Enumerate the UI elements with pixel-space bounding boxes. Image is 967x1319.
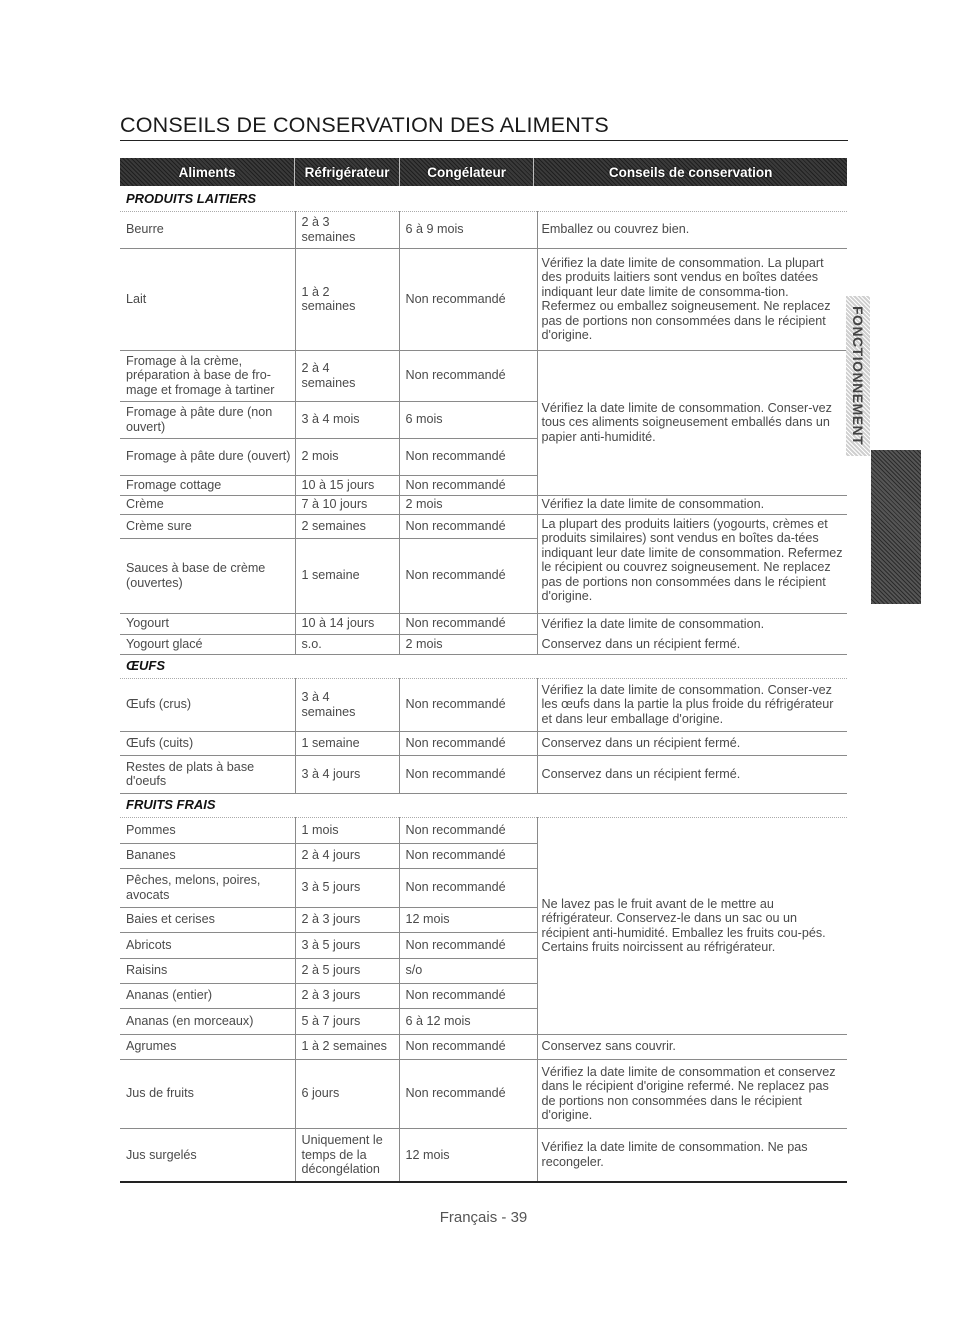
storage-advice: Conservez dans un récipient fermé. [537, 755, 847, 793]
table-row [120, 350, 847, 401]
header-conseils: Conseils de conservation [608, 164, 773, 180]
table-row [120, 731, 847, 755]
freezer-duration: s/o [399, 958, 537, 983]
fridge-duration: 6 jours [295, 1059, 399, 1128]
table-row [120, 755, 847, 793]
storage-advice: Vérifiez la date limite de consommation. [537, 495, 847, 514]
freezer-duration: Non recommandé [399, 475, 537, 495]
fridge-duration: 1 mois [295, 817, 399, 843]
fridge-duration: 2 à 3 jours [295, 907, 399, 932]
food-name: Yogourt glacé [120, 634, 295, 654]
storage-advice: Conservez dans un récipient fermé. [537, 731, 847, 755]
food-name: Ananas (en morceaux) [120, 1008, 295, 1034]
food-name: Bananes [120, 843, 295, 868]
food-name: Pêches, melons, poires, avocats [120, 868, 295, 907]
fridge-duration: Uniquement le temps de la décongélation [295, 1128, 399, 1182]
table-row [120, 1034, 847, 1059]
table-row [120, 495, 847, 514]
side-tab-fonctionnement [846, 296, 870, 456]
fridge-duration: 3 à 5 jours [295, 932, 399, 958]
storage-advice: Ne lavez pas le fruit avant de le mettre au réfrigérateur. Conservez-le dans un sac ou un récipient anti-humidité. Emballez les fruits cou-pés. Certains fruits noircissent au réfrigérateur. [537, 817, 847, 1034]
freezer-duration: Non recommandé [399, 538, 537, 613]
food-name: Fromage à pâte dure (non ouvert) [120, 401, 295, 438]
food-name: Fromage à la crème, préparation à base de fro-mage et fromage à tartiner [120, 350, 295, 401]
freezer-duration: Non recommandé [399, 868, 537, 907]
header-congelateur: Congélateur [400, 158, 534, 186]
page-title: CONSEILS DE CONSERVATION DES ALIMENTS [120, 113, 848, 141]
freezer-duration: Non recommandé [399, 932, 537, 958]
food-name: Restes de plats à base d'oeufs [120, 755, 295, 793]
fridge-duration: 1 semaine [295, 538, 399, 613]
food-name: Pommes [120, 817, 295, 843]
storage-advice: Vérifiez la date limite de consommation et conservez dans le récipient d'origine refermé. Ne replacez pas de portions non consommées dans le récipient d'origine. [537, 1059, 847, 1128]
food-name: Agrumes [120, 1034, 295, 1059]
fridge-duration: 2 semaines [295, 514, 399, 538]
food-name: Œufs (crus) [120, 678, 295, 731]
table-row [120, 248, 847, 350]
freezer-duration: 6 à 12 mois [399, 1008, 537, 1034]
freezer-duration: Non recommandé [399, 983, 537, 1008]
food-name: Jus de fruits [120, 1059, 295, 1128]
freezer-duration: Non recommandé [399, 731, 537, 755]
storage-advice: Conservez sans couvrir. [537, 1034, 847, 1059]
header-refrigerateur: Réfrigérateur [295, 158, 400, 186]
freezer-duration: Non recommandé [399, 248, 537, 350]
section-oeufs: ŒUFS [120, 654, 847, 678]
food-name: Œufs (cuits) [120, 731, 295, 755]
freezer-duration: Non recommandé [399, 1059, 537, 1128]
storage-table [120, 187, 847, 1183]
freezer-duration: 12 mois [399, 1128, 537, 1182]
table-row [120, 211, 847, 248]
food-name: Raisins [120, 958, 295, 983]
freezer-duration: Non recommandé [399, 514, 537, 538]
fridge-duration: 1 à 2 semaines [295, 248, 399, 350]
storage-advice: Vérifiez la date limite de consommation. Ne pas recongeler. [537, 1128, 847, 1182]
freezer-duration: Non recommandé [399, 613, 537, 634]
page-footer: Français - 39 [439, 1209, 528, 1226]
storage-advice: Vérifiez la date limite de consommation. [537, 613, 847, 634]
fridge-duration: 3 à 4 mois [295, 401, 399, 438]
fridge-duration: 2 mois [295, 438, 399, 475]
table-row [120, 817, 847, 843]
fridge-duration: 7 à 10 jours [295, 495, 399, 514]
side-tab-label: FONCTIONNEMENT [850, 306, 866, 446]
fridge-duration: 2 à 5 jours [295, 958, 399, 983]
freezer-duration: Non recommandé [399, 438, 537, 475]
fridge-duration: 5 à 7 jours [295, 1008, 399, 1034]
storage-advice: La plupart des produits laitiers (yogourts, crèmes et produits similaires) sont vendus en boîtes da-tées indiquant leur date limite de consommation. Refermez le récipient ou couvrez soigneusement. Ne replacez pas de portions non consommées dans le récipient d'origine. [537, 514, 847, 613]
fridge-duration: 2 à 3 jours [295, 983, 399, 1008]
freezer-duration: Non recommandé [399, 817, 537, 843]
storage-advice: Vérifiez la date limite de consommation. Conser-vez tous ces aliments soigneusement emballés dans un papier anti-humidité. [537, 350, 847, 495]
fridge-duration: 2 à 3 semaines [295, 211, 399, 248]
freezer-duration: Non recommandé [399, 1034, 537, 1059]
food-name: Crème [120, 495, 295, 514]
food-name: Beurre [120, 211, 295, 248]
section-produits-laitiers: PRODUITS LAITIERS [120, 187, 847, 211]
header-aliments: Aliments [120, 158, 295, 186]
freezer-duration: 6 à 9 mois [399, 211, 537, 248]
table-header [120, 158, 847, 186]
section-fruits-frais: FRUITS FRAIS [120, 793, 847, 817]
table-row [120, 1128, 847, 1182]
table-row [120, 613, 847, 634]
freezer-duration: Non recommandé [399, 755, 537, 793]
fridge-duration: 10 à 15 jours [295, 475, 399, 495]
fridge-duration: 10 à 14 jours [295, 613, 399, 634]
food-name: Fromage cottage [120, 475, 295, 495]
food-name: Sauces à base de crème (ouvertes) [120, 538, 295, 613]
freezer-duration: 12 mois [399, 907, 537, 932]
freezer-duration: Non recommandé [399, 678, 537, 731]
freezer-duration: Non recommandé [399, 350, 537, 401]
food-name: Abricots [120, 932, 295, 958]
storage-advice: Emballez ou couvrez bien. [537, 211, 847, 248]
food-name: Yogourt [120, 613, 295, 634]
freezer-duration: 2 mois [399, 495, 537, 514]
fridge-duration: 2 à 4 jours [295, 843, 399, 868]
storage-advice: Vérifiez la date limite de consommation. Conser-vez les œufs dans la partie la plus froide du réfrigérateur et dans leur emballage d'origine. [537, 678, 847, 731]
freezer-duration: 2 mois [399, 634, 537, 654]
food-name: Fromage à pâte dure (ouvert) [120, 438, 295, 475]
table-row [120, 1059, 847, 1128]
food-name: Ananas (entier) [120, 983, 295, 1008]
fridge-duration: 2 à 4 semaines [295, 350, 399, 401]
storage-advice: Vérifiez la date limite de consommation. La plupart des produits laitiers sont vendus en boîtes datées indiquant leur date limite de consomma-tion. Refermez ou emballez soigneusement. Ne replacez pas de portions non consommées dans le récipient d'origine. [537, 248, 847, 350]
food-name: Jus surgelés [120, 1128, 295, 1182]
freezer-duration: 6 mois [399, 401, 537, 438]
food-name: Crème sure [120, 514, 295, 538]
storage-advice: Conservez dans un récipient fermé. [537, 634, 847, 654]
food-name: Baies et cerises [120, 907, 295, 932]
fridge-duration: s.o. [295, 634, 399, 654]
food-name: Lait [120, 248, 295, 350]
fridge-duration: 3 à 4 semaines [295, 678, 399, 731]
side-tab-marker [871, 450, 921, 604]
table-row [120, 514, 847, 538]
fridge-duration: 3 à 5 jours [295, 868, 399, 907]
freezer-duration: Non recommandé [399, 843, 537, 868]
fridge-duration: 3 à 4 jours [295, 755, 399, 793]
fridge-duration: 1 semaine [295, 731, 399, 755]
table-row [120, 678, 847, 731]
table-row [120, 634, 847, 654]
fridge-duration: 1 à 2 semaines [295, 1034, 399, 1059]
